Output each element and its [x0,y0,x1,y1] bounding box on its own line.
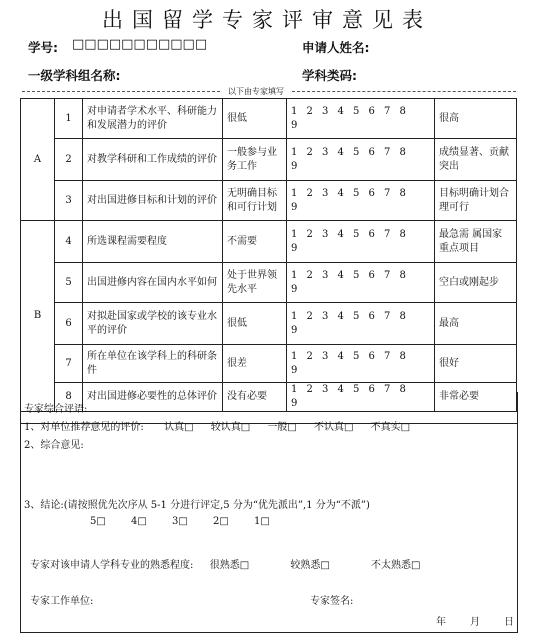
scale-high-label: 成绩显著、贡献突出 [435,139,517,181]
rating-option[interactable]: 6 [368,350,375,362]
discipline-code-label: 学科类码: [302,68,357,83]
criterion-text: 对申请者学术水平、科研能力和发展潜力的评价 [83,99,223,139]
rating-option[interactable]: 6 [368,146,375,158]
rating-option[interactable]: 6 [368,228,375,240]
rating-option[interactable]: 3 [322,350,329,362]
rating-option[interactable]: 7 [384,187,391,199]
rating-option[interactable]: 5 [353,350,360,362]
rating-option[interactable]: 5 [353,228,360,240]
rating-option[interactable]: 2 [306,187,313,199]
score-3-option[interactable]: 3□ [172,516,188,527]
rating-option[interactable]: 3 [322,228,329,240]
rating-option[interactable]: 7 [384,269,391,281]
rating-option[interactable]: 4 [337,187,344,199]
scale-low-label: 很低 [223,99,287,139]
scale-high-label: 目标明确计划合理可行 [435,181,517,221]
option-serious[interactable]: 认真□ [164,422,194,433]
criterion-text: 所在单位在该学科上的科研条件 [83,345,223,383]
scale-low-label: 处于世界领先水平 [223,263,287,303]
criterion-text: 出国进修内容在国内水平如何 [83,263,223,303]
table-row [21,303,517,345]
score-2-option[interactable]: 2□ [213,516,229,527]
table-row [21,139,517,181]
rating-scale[interactable] [287,303,435,345]
rating-option[interactable]: 9 [291,324,298,336]
group-label: A [21,99,55,221]
rating-option[interactable]: 6 [368,310,375,322]
rating-option[interactable]: 5 [353,187,360,199]
rating-option[interactable]: 2 [306,146,313,158]
option-fairly-serious[interactable]: 较认真□ [210,422,251,433]
overall-opinion-label: 2、综合意见: [24,440,84,451]
evaluation-table [20,98,517,412]
divider-right [292,91,516,92]
criterion-text: 对拟赴国家或学校的该专业水平的评价 [83,303,223,345]
row-number: 7 [55,345,83,383]
rating-option[interactable]: 9 [291,119,298,131]
expert-fill-note: 以下由专家填写 [228,87,284,96]
rating-option[interactable]: 1 [291,187,298,199]
rating-option[interactable]: 1 [291,228,298,240]
applicant-name-label: 申请人姓名: [302,40,370,55]
rating-option[interactable]: 8 [399,269,406,281]
scale-low-label: 不需要 [223,221,287,263]
rating-option[interactable]: 3 [322,310,329,322]
table-row [21,99,517,139]
rating-option[interactable]: 8 [399,105,406,117]
recommendation-evaluation [24,418,424,433]
rating-option[interactable]: 5 [353,269,360,281]
score-1-option[interactable]: 1□ [254,516,270,527]
conclusion-options [90,516,270,527]
criterion-text: 对出国进修目标和计划的评价 [83,181,223,221]
date-month: 月 [470,617,480,628]
score-5-option[interactable]: 5□ [90,516,106,527]
date-day: 日 [504,617,514,628]
comments-heading: 专家综合评语: [24,404,88,415]
rating-option[interactable]: 2 [306,310,313,322]
rating-option[interactable]: 6 [368,105,375,117]
row-number: 3 [55,181,83,221]
rating-option[interactable]: 1 [291,350,298,362]
rating-option[interactable]: 2 [306,228,313,240]
employer-label: 专家工作单位: [30,596,94,607]
scale-high-label: 空白或刚起步 [435,263,517,303]
criterion-text: 对出国进修必要性的总体评价 [83,383,223,412]
familiarity-label: 专家对该申请人学科专业的熟悉程度: [30,560,194,571]
rating-option[interactable]: 8 [399,350,406,362]
criterion-text: 对教学科研和工作成绩的评价 [83,139,223,181]
rating-option[interactable]: 3 [322,269,329,281]
student-id-label: 学号: [28,40,58,55]
row-number: 5 [55,263,83,303]
rating-scale[interactable] [287,263,435,303]
rating-option[interactable]: 8 [399,384,406,395]
scale-low-label: 很差 [223,345,287,383]
signature-label: 专家签名: [310,596,354,607]
rating-option[interactable]: 4 [337,269,344,281]
group-label: B [21,221,55,412]
rating-option[interactable]: 4 [337,310,344,322]
rating-option[interactable]: 1 [291,384,298,395]
rating-option[interactable]: 2 [306,105,313,117]
rating-option[interactable]: 7 [384,350,391,362]
rating-option[interactable]: 6 [368,269,375,281]
option-untrue[interactable]: 不真实□ [370,422,411,433]
familiar-fairly-option[interactable]: 较熟悉□ [290,560,330,571]
familiar-not-very-option[interactable]: 不太熟悉□ [371,560,421,571]
date-year: 年 [436,617,446,628]
row-number: 6 [55,303,83,345]
rating-option[interactable]: 7 [384,105,391,117]
table-row [21,345,517,383]
table-row [21,181,517,221]
rating-option[interactable]: 9 [291,242,298,254]
rating-option[interactable]: 1 [291,310,298,322]
rating-option[interactable]: 6 [368,384,375,395]
criterion-text: 所选课程需要程度 [83,221,223,263]
rating-option[interactable]: 4 [337,105,344,117]
rating-option[interactable]: 7 [384,228,391,240]
rating-option[interactable]: 4 [337,228,344,240]
option-not-serious[interactable]: 不认真□ [314,422,354,433]
option-average[interactable]: 一般□ [267,422,297,433]
rating-option[interactable]: 4 [337,146,344,158]
row-number: 2 [55,139,83,181]
rating-option[interactable]: 9 [291,201,298,213]
rating-option[interactable]: 8 [399,187,406,199]
student-id-boxes[interactable]: □□□□□□□□□□□ [72,37,208,52]
comments-box-lower [20,444,518,633]
rating-option[interactable]: 8 [399,228,406,240]
rating-option[interactable]: 9 [291,398,298,409]
rating-option[interactable]: 4 [337,350,344,362]
scale-high-label: 很好 [435,345,517,383]
scale-low-label: 没有必要 [223,383,287,412]
rating-option[interactable]: 3 [322,105,329,117]
rating-scale[interactable] [287,345,435,383]
table-row [21,221,517,263]
rating-option[interactable]: 7 [384,310,391,322]
divider-left [22,91,220,92]
rating-scale[interactable] [287,99,435,139]
row-number: 1 [55,99,83,139]
scale-high-label: 最高 [435,303,517,345]
rating-option[interactable]: 2 [306,384,313,395]
rating-option[interactable]: 9 [291,283,298,295]
rating-option[interactable]: 8 [399,146,406,158]
rating-option[interactable]: 7 [384,146,391,158]
scale-low-label: 无明确目标和可行计划 [223,181,287,221]
scale-low-label: 一般参与业务工作 [223,139,287,181]
row-number: 8 [55,383,83,412]
row-number: 4 [55,221,83,263]
rating-option[interactable]: 7 [384,384,391,395]
rating-option[interactable]: 5 [353,310,360,322]
discipline-group-label: 一级学科组名称: [28,68,121,83]
rating-scale[interactable] [287,139,435,181]
recommendation-label: 1、对单位推荐意见的评价: [24,422,144,433]
rating-option[interactable]: 2 [306,269,313,281]
familiarity-row [30,556,420,571]
rating-option[interactable]: 9 [291,364,298,376]
page-title: 出国留学专家评审意见表 [102,8,432,32]
rating-option[interactable]: 2 [306,350,313,362]
rating-option[interactable]: 5 [353,105,360,117]
rating-option[interactable]: 4 [337,384,344,395]
rating-option[interactable]: 9 [291,160,298,172]
rating-scale[interactable] [287,221,435,263]
rating-option[interactable]: 5 [353,384,360,395]
familiar-very-option[interactable]: 很熟悉□ [209,560,250,571]
rating-option[interactable]: 3 [322,384,329,395]
rating-option[interactable]: 1 [291,105,298,117]
scale-high-label: 最急需 属国家重点项目 [435,221,517,263]
rating-option[interactable]: 1 [291,269,298,281]
rating-scale[interactable] [287,181,435,221]
rating-option[interactable]: 5 [353,146,360,158]
rating-option[interactable]: 1 [291,146,298,158]
scale-high-label: 非常必要 [435,383,517,412]
table-row [21,263,517,303]
scale-high-label: 很高 [435,99,517,139]
score-4-option[interactable]: 4□ [131,516,147,527]
rating-option[interactable]: 3 [322,146,329,158]
rating-option[interactable]: 8 [399,310,406,322]
conclusion-label: 3、结论:(请按照优先次序从 5-1 分进行评定,5 分为“优先派出”,1 分为“不派”) [24,500,370,511]
scale-low-label: 很低 [223,303,287,345]
rating-option[interactable]: 6 [368,187,375,199]
rating-option[interactable]: 3 [322,187,329,199]
